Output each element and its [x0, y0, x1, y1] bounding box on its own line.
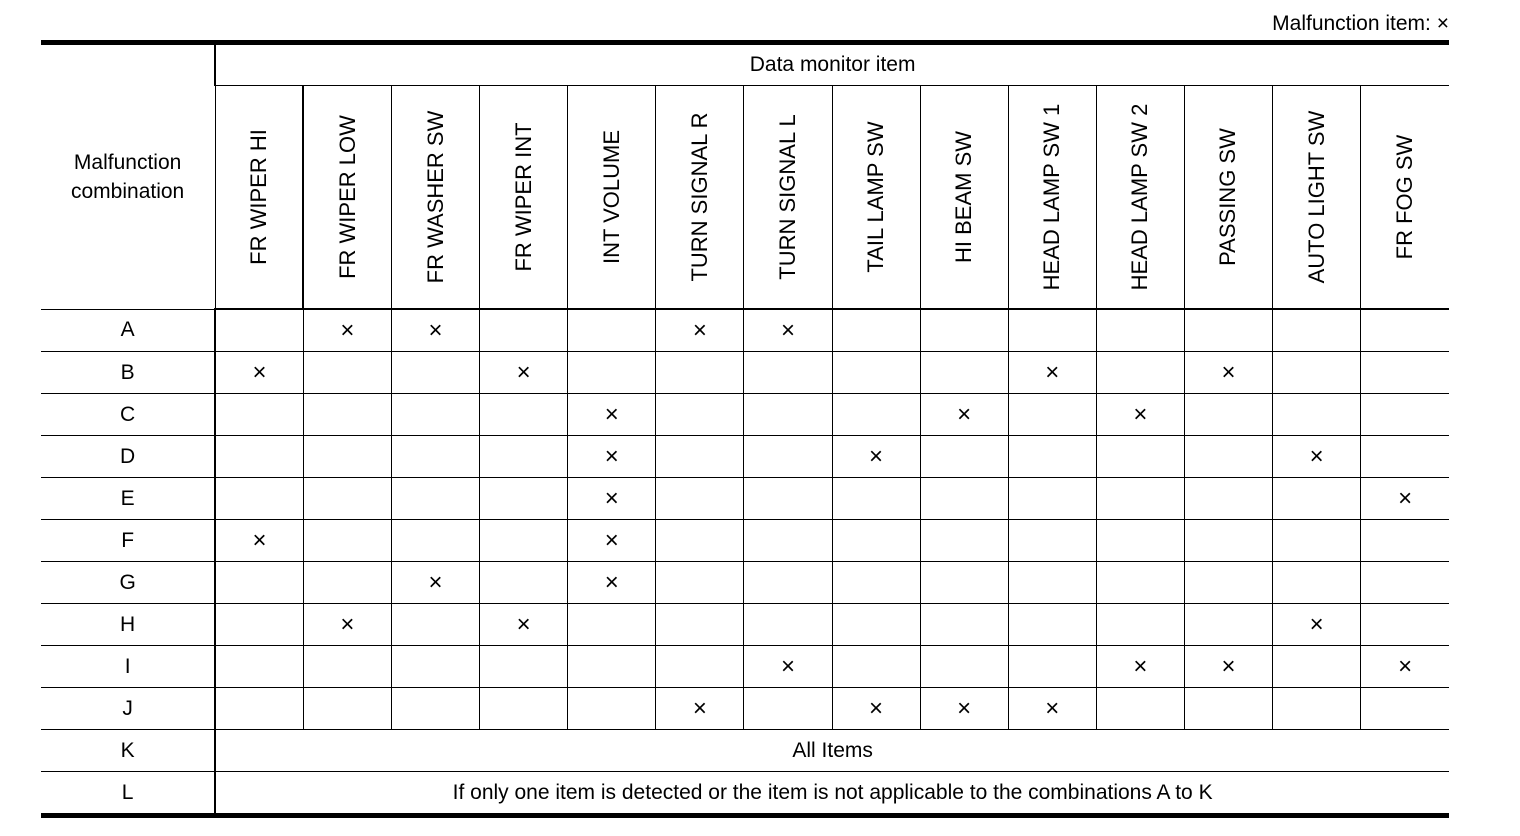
empty-cell [832, 520, 920, 562]
empty-cell [1096, 309, 1184, 352]
empty-cell [1096, 688, 1184, 730]
row-label: K [41, 730, 215, 772]
empty-cell [215, 646, 303, 688]
empty-cell [480, 478, 568, 520]
column-header-label: INT VOLUME [598, 129, 624, 265]
empty-cell [1273, 309, 1361, 352]
column-header [656, 86, 744, 310]
empty-cell [832, 562, 920, 604]
malfunction-mark: × [1361, 478, 1449, 520]
empty-cell [1273, 394, 1361, 436]
table-row [41, 352, 1449, 394]
empty-cell [303, 688, 391, 730]
empty-cell [391, 352, 479, 394]
malfunction-mark: × [656, 688, 744, 730]
empty-cell [1096, 604, 1184, 646]
empty-cell [1273, 478, 1361, 520]
empty-cell [1184, 394, 1272, 436]
empty-cell [303, 478, 391, 520]
column-header [1361, 86, 1449, 310]
empty-cell [480, 562, 568, 604]
malfunction-mark: × [1096, 646, 1184, 688]
empty-cell [215, 394, 303, 436]
empty-cell [920, 604, 1008, 646]
row-label: H [41, 604, 215, 646]
row-label: J [41, 688, 215, 730]
empty-cell [920, 520, 1008, 562]
table-row [41, 436, 1449, 478]
column-header [303, 86, 391, 310]
column-header [215, 86, 303, 310]
empty-cell [744, 478, 832, 520]
empty-cell [303, 520, 391, 562]
column-header-label: FR WIPER LOW [334, 115, 360, 279]
empty-cell [391, 646, 479, 688]
column-header-label: HEAD LAMP SW 2 [1127, 103, 1153, 291]
empty-cell [215, 562, 303, 604]
empty-cell [1008, 436, 1096, 478]
empty-cell [1184, 436, 1272, 478]
empty-cell [1184, 478, 1272, 520]
empty-cell [1096, 520, 1184, 562]
empty-cell [303, 646, 391, 688]
table-row [41, 646, 1449, 688]
empty-cell [656, 604, 744, 646]
malfunction-mark: × [480, 604, 568, 646]
empty-cell [744, 604, 832, 646]
malfunction-mark: × [568, 394, 656, 436]
empty-cell [568, 688, 656, 730]
table-row [41, 730, 1449, 772]
table-row [41, 772, 1449, 816]
empty-cell [1096, 436, 1184, 478]
empty-cell [1008, 604, 1096, 646]
empty-cell [1361, 436, 1449, 478]
malfunction-mark: × [1184, 646, 1272, 688]
empty-cell [480, 520, 568, 562]
malfunction-mark: × [832, 436, 920, 478]
row-label: L [41, 772, 215, 816]
row-label: B [41, 352, 215, 394]
empty-cell [1184, 604, 1272, 646]
empty-cell [1273, 520, 1361, 562]
column-header-label: FR WIPER HI [246, 129, 272, 265]
empty-cell [1008, 562, 1096, 604]
empty-cell [303, 394, 391, 436]
column-header [1273, 86, 1361, 310]
column-header-label: AUTO LIGHT SW [1303, 110, 1329, 284]
empty-cell [1096, 352, 1184, 394]
column-header-label: TAIL LAMP SW [863, 121, 889, 273]
empty-cell [1273, 562, 1361, 604]
empty-cell [568, 352, 656, 394]
column-header [1184, 86, 1272, 310]
row-label: D [41, 436, 215, 478]
empty-cell [391, 520, 479, 562]
empty-cell [215, 604, 303, 646]
malfunction-mark: × [391, 309, 479, 352]
column-header [480, 86, 568, 310]
empty-cell [480, 309, 568, 352]
empty-cell [832, 309, 920, 352]
malfunction-mark: × [832, 688, 920, 730]
empty-cell [1361, 688, 1449, 730]
empty-cell [1361, 604, 1449, 646]
malfunction-mark: × [215, 520, 303, 562]
empty-cell [1361, 352, 1449, 394]
empty-cell [656, 436, 744, 478]
group-header-label: Data monitor item [215, 43, 1449, 86]
empty-cell [832, 352, 920, 394]
malfunction-mark: × [568, 436, 656, 478]
table-row [41, 688, 1449, 730]
row-label: G [41, 562, 215, 604]
row-label: C [41, 394, 215, 436]
empty-cell [1361, 562, 1449, 604]
column-header-label: FR FOG SW [1392, 134, 1418, 260]
empty-cell [215, 436, 303, 478]
column-header-label: PASSING SW [1215, 128, 1241, 266]
empty-cell [1361, 520, 1449, 562]
empty-cell [656, 520, 744, 562]
malfunction-mark: × [656, 309, 744, 352]
empty-cell [1361, 394, 1449, 436]
malfunction-mark: × [568, 478, 656, 520]
empty-cell [744, 352, 832, 394]
malfunction-mark: × [480, 352, 568, 394]
column-header-label: FR WASHER SW [422, 110, 448, 284]
empty-cell [920, 309, 1008, 352]
empty-cell [1184, 309, 1272, 352]
row-header-label: Malfunction combination [41, 43, 215, 310]
empty-cell [1008, 309, 1096, 352]
empty-cell [656, 646, 744, 688]
empty-cell [920, 436, 1008, 478]
empty-cell [1273, 646, 1361, 688]
malfunction-mark: × [1273, 436, 1361, 478]
empty-cell [656, 478, 744, 520]
row-label: E [41, 478, 215, 520]
empty-cell [303, 562, 391, 604]
empty-cell [391, 394, 479, 436]
malfunction-mark: × [920, 688, 1008, 730]
empty-cell [832, 394, 920, 436]
empty-cell [215, 309, 303, 352]
malfunction-mark: × [1096, 394, 1184, 436]
empty-cell [480, 394, 568, 436]
empty-cell [920, 562, 1008, 604]
empty-cell [480, 436, 568, 478]
malfunction-combination-table [41, 40, 1449, 818]
empty-cell [1096, 562, 1184, 604]
empty-cell [1008, 394, 1096, 436]
empty-cell [1184, 688, 1272, 730]
empty-cell [1008, 478, 1096, 520]
empty-cell [568, 604, 656, 646]
empty-cell [480, 646, 568, 688]
empty-cell [391, 436, 479, 478]
empty-cell [656, 394, 744, 436]
column-header [1008, 86, 1096, 310]
malfunction-mark: × [744, 309, 832, 352]
table-row [41, 309, 1449, 352]
malfunction-mark: × [303, 309, 391, 352]
table-row [41, 562, 1449, 604]
empty-cell [391, 604, 479, 646]
empty-cell [215, 478, 303, 520]
empty-cell [744, 688, 832, 730]
column-header-label: TURN SIGNAL L [774, 114, 800, 280]
empty-cell [568, 309, 656, 352]
malfunction-mark: × [1008, 352, 1096, 394]
empty-cell [920, 646, 1008, 688]
empty-cell [1361, 309, 1449, 352]
empty-cell [1096, 478, 1184, 520]
malfunction-mark: × [568, 562, 656, 604]
empty-cell [744, 562, 832, 604]
empty-cell [832, 478, 920, 520]
empty-cell [215, 688, 303, 730]
empty-cell [656, 352, 744, 394]
malfunction-mark: × [744, 646, 832, 688]
malfunction-mark: × [215, 352, 303, 394]
malfunction-mark: × [1273, 604, 1361, 646]
column-header-label: HEAD LAMP SW 1 [1039, 103, 1065, 291]
column-header [568, 86, 656, 310]
empty-cell [568, 646, 656, 688]
table-row [41, 520, 1449, 562]
column-header [920, 86, 1008, 310]
empty-cell [303, 436, 391, 478]
empty-cell [1273, 352, 1361, 394]
empty-cell [1184, 520, 1272, 562]
empty-cell [656, 562, 744, 604]
empty-cell [744, 394, 832, 436]
table-row [41, 394, 1449, 436]
span-row-text: All Items [215, 730, 1449, 772]
table-row [41, 478, 1449, 520]
column-header-label: FR WIPER INT [510, 122, 536, 272]
column-header-label: TURN SIGNAL R [686, 112, 712, 282]
legend-note: Malfunction item: × [1272, 12, 1449, 35]
empty-cell [832, 646, 920, 688]
empty-cell [480, 688, 568, 730]
row-label: A [41, 309, 215, 352]
column-header [1096, 86, 1184, 310]
malfunction-mark: × [303, 604, 391, 646]
empty-cell [920, 478, 1008, 520]
column-header [391, 86, 479, 310]
empty-cell [744, 436, 832, 478]
empty-cell [1008, 520, 1096, 562]
row-label: F [41, 520, 215, 562]
malfunction-mark: × [568, 520, 656, 562]
column-header [744, 86, 832, 310]
malfunction-mark: × [1184, 352, 1272, 394]
malfunction-mark: × [1361, 646, 1449, 688]
column-header-label: HI BEAM SW [951, 130, 977, 264]
empty-cell [1008, 646, 1096, 688]
empty-cell [920, 352, 1008, 394]
column-header [832, 86, 920, 310]
empty-cell [1273, 688, 1361, 730]
malfunction-mark: × [391, 562, 479, 604]
span-row-text: If only one item is detected or the item is not applicable to the combinations A to K [215, 772, 1449, 816]
empty-cell [391, 688, 479, 730]
table-row [41, 604, 1449, 646]
empty-cell [832, 604, 920, 646]
empty-cell [391, 478, 479, 520]
malfunction-mark: × [920, 394, 1008, 436]
row-label: I [41, 646, 215, 688]
empty-cell [744, 520, 832, 562]
empty-cell [1184, 562, 1272, 604]
malfunction-mark: × [1008, 688, 1096, 730]
empty-cell [303, 352, 391, 394]
